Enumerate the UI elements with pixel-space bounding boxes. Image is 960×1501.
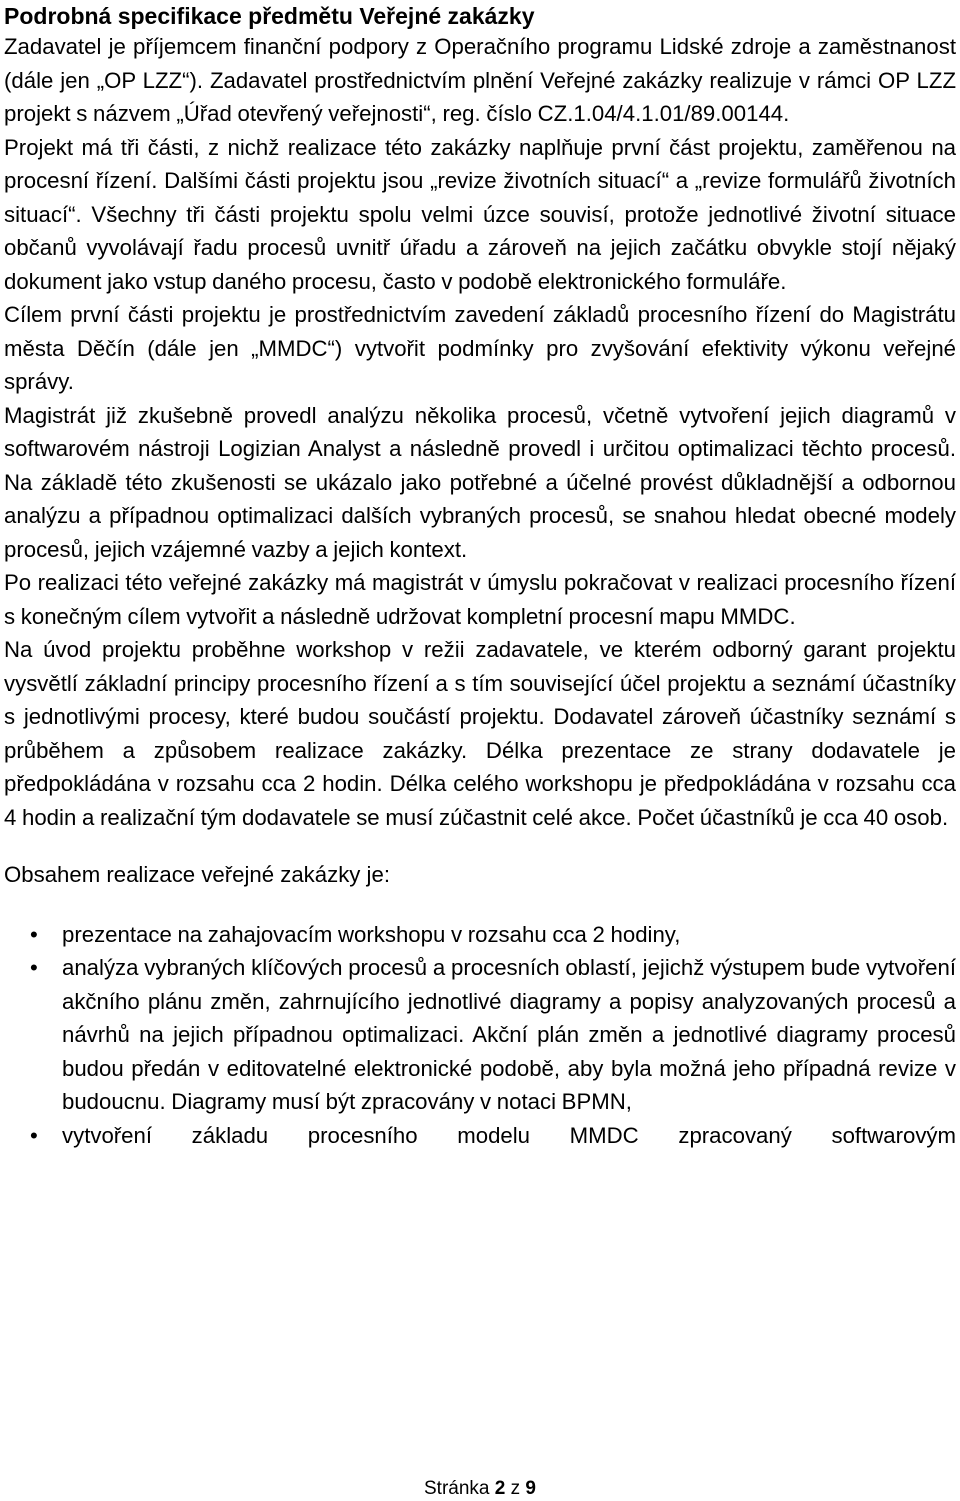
- list-item: [30, 1119, 956, 1153]
- list-item-text: analýza vybraných klíčových procesů a procesních oblastí, jejichž výstupem bude vytvoření akčního plánu změn, zahrnujícího jednotlivé diagramy a popisy analyzovaných procesů a návrhů na jejich případnou optimalizaci. Akční plán změn a jednotlivé diagramy procesů budou předán v editovatelné elektronické podobě, aby byla možná jeho případná revize v budoucnu. Diagramy musí být zpracovány v notaci BPMN,: [62, 955, 956, 1114]
- list-item-text: prezentace na zahajovacím workshopu v rozsahu cca 2 hodiny,: [62, 921, 681, 947]
- paragraph-funding: Zadavatel je příjemcem finanční podpory z Operačního programu Lidské zdroje a zaměstnanost (dále jen „OP LZZ“). Zadavatel prostřednictvím plnění Veřejné zakázky realizuje v rámci OP LZZ projekt s názvem „Úřad otevřený veřejnosti“, reg. číslo CZ.1.04/4.1.01/89.00144.: [4, 34, 956, 126]
- document-title: Podrobná specifikace předmětu Veřejné zakázky: [4, 3, 535, 29]
- scope-list: [4, 918, 956, 1153]
- current-page-number: 2: [494, 1478, 506, 1499]
- list-item: [30, 918, 956, 952]
- list-item-text: vytvoření základu procesního modelu MMDC zpracovaný softwarovým: [62, 1122, 956, 1148]
- scope-intro: Obsahem realizace veřejné zakázky je:: [4, 862, 390, 887]
- paragraph-previous-analysis: Magistrát již zkušebně provedl analýzu několika procesů, včetně vytvoření jejich diagramů v softwarovém nástroji Logizian Analyst a následně provedl i určitou optimalizaci těchto procesů. Na základě této zkušenosti se ukázalo jako potřebné a účelné provést důkladnější a odbornou analýzu a případnou optimalizaci dalších vybraných procesů, se snahou hledat obecné modely procesů, jejich vzájemné vazby a jejich kontext.: [4, 402, 956, 562]
- bullet-icon: •: [30, 1122, 38, 1148]
- page-label: Stránka: [424, 1478, 490, 1499]
- total-page-count: 9: [525, 1478, 536, 1499]
- paragraph-future-plans: Po realizaci této veřejné zakázky má magistrát v úmyslu pokračovat v realizaci procesního řízení s konečným cílem vytvořit a následně udržovat kompletní procesní mapu MMDC.: [4, 570, 956, 629]
- bullet-icon: •: [30, 921, 38, 947]
- paragraph-goal: Cílem první části projektu je prostřednictvím zavedení základů procesního řízení do Magistrátu města Děčín (dále jen „MMDC“) vytvořit podmínky pro zvyšování efektivity výkonu veřejné správy.: [4, 302, 956, 394]
- page-separator: z: [510, 1478, 521, 1499]
- paragraph-project-parts: Projekt má tři části, z nichž realizace této zakázky naplňuje první část projektu, zaměřenou na procesní řízení. Dalšími části projektu jsou „revize životních situací“ a „revize formulářů životních situací“. Všechny tři části projektu spolu velmi úzce souvisí, protože jednotlivé životní situace občanů vyvolávají řadu procesů uvnitř úřadu a zároveň na jejich začátku obvykle stojí nějaký dokument jako vstup daného procesu, často v podobě elektronického formuláře.: [4, 134, 956, 294]
- bullet-icon: •: [30, 955, 38, 980]
- list-item: [30, 951, 956, 1119]
- page-footer: [0, 1478, 960, 1500]
- paragraph-workshop: Na úvod projektu proběhne workshop v režii zadavatele, ve kterém odborný garant projektu vysvětlí základní principy procesního řízení a s tím související účel projektu a seznámí účastníky s jednotlivými procesy, které budou součástí projektu. Dodavatel zároveň účastníky seznámí s průběhem a způsobem realizace zakázky. Délka prezentace ze strany dodavatele je předpokládána v rozsahu cca 2 hodin. Délka celého workshopu je předpokládána v rozsahu cca 4 hodin a realizační tým dodavatele se musí zúčastnit celé akce. Počet účastníků je cca 40 osob.: [4, 637, 956, 830]
